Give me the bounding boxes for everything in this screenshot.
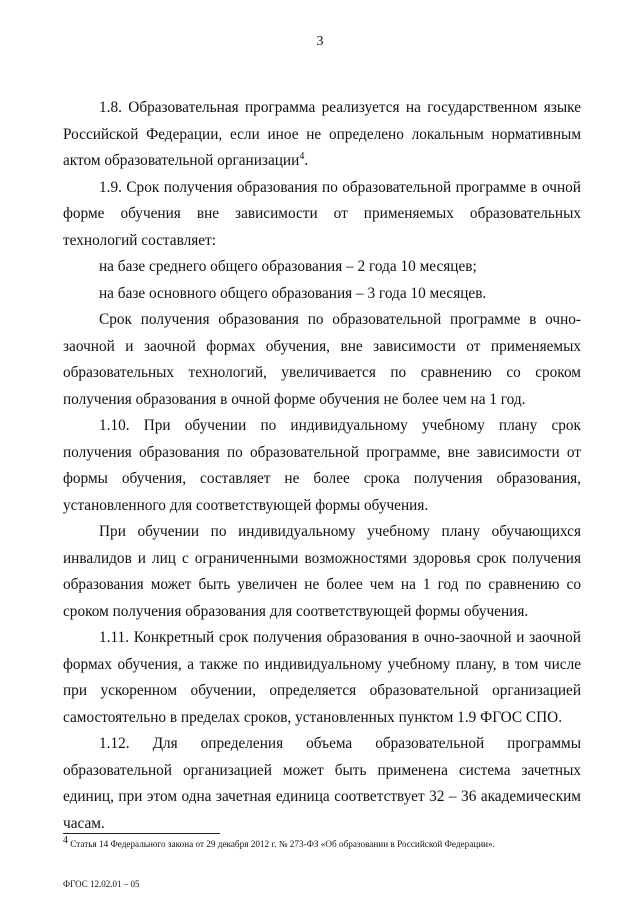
footnote-number: 4: [63, 834, 68, 846]
page-number: 3: [316, 34, 324, 49]
paragraph-1-12: 1.12. Для определения объема образовательной программы образовательной организацией может быть применена система зачетных единиц, при этом одна зачетная единица соответствует 32 – 36 академическим часам.: [63, 735, 581, 832]
footnote-text: Статья 14 Федерального закона от 29 декабря 2012 г. № 273-ФЗ «Об образовании в Российской Федерации».: [68, 839, 495, 849]
paragraph-1-9: 1.9. Срок получения образования по образовательной программе в очной форме обучения вне зависимости от применяемых образовательных технологий составляет:: [63, 178, 581, 249]
paragraph-1-9-continued: Срок получения образования по образовательной программе в очно-заочной и заочной формах обучения, вне зависимости от применяемых образовательных технологий, увеличивается по сравнению со сроком получения образования в очной форме обучения не более чем на 1 год.: [63, 311, 581, 408]
paragraph-1-8-text: 1.8. Образовательная программа реализуется на государственном языке Российской Федерации, если иное не определено локальным нормативным актом образовательной организации: [63, 99, 581, 169]
page-footer: ФГОС 12.02.01 – 05: [63, 879, 140, 889]
footnote-divider: [63, 833, 220, 834]
document-body: [63, 95, 581, 837]
list-item: на базе среднего общего образования – 2 года 10 месяцев;: [99, 258, 477, 275]
paragraph-1-10-continued: При обучении по индивидуальному учебному плану обучающихся инвалидов и лиц с ограниченными возможностями здоровья срок получения образования может быть увеличен не более чем на 1 год по сравнению со сроком получения образования для соответствующей формы обучения.: [63, 523, 581, 620]
list-item: на базе основного общего образования – 3 года 10 месяцев.: [99, 284, 487, 302]
paragraph-1-8: [63, 95, 581, 175]
footnote: [63, 834, 593, 850]
paragraph-1-8-end: .: [304, 152, 309, 169]
paragraph-1-10: 1.10. При обучении по индивидуальному учебному плану срок получения образования по образовательной программе, вне зависимости от формы обучения, составляет не более срока получения образования, установленного для соответствующей формы обучения.: [63, 417, 581, 514]
paragraph-1-11: 1.11. Конкретный срок получения образования в очно-заочной и заочной формах обучения, а также по индивидуальному учебному плану, в том числе при ускоренном обучении, определяется образовательной организацией самостоятельно в пределах сроков, установленных пунктом 1.9 ФГОС СПО.: [63, 629, 581, 726]
footnote-ref: 4: [299, 150, 305, 162]
